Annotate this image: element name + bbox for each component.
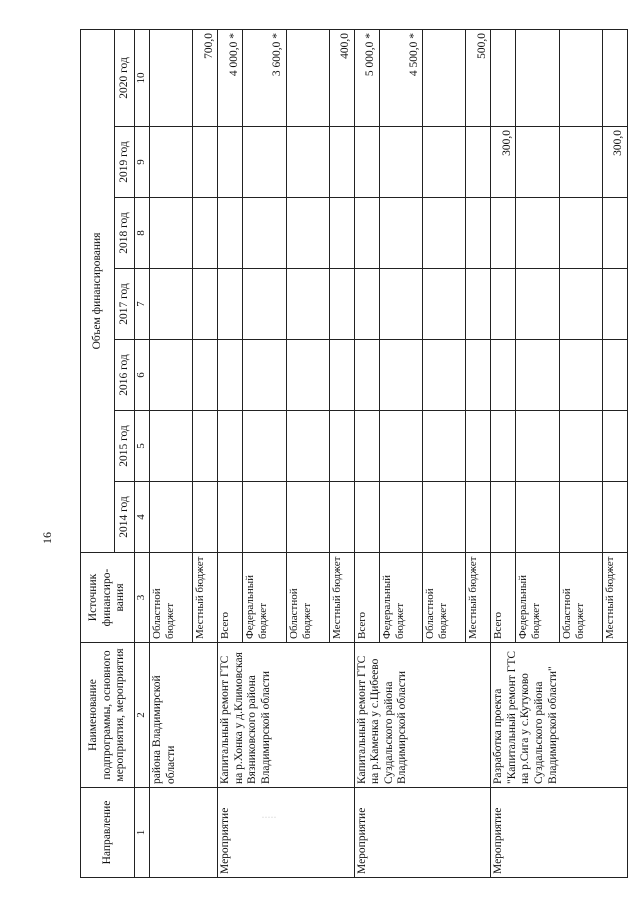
value-cell	[423, 482, 466, 553]
value-cell	[218, 482, 243, 553]
value-cell	[286, 198, 329, 269]
value-cell: 3 600,0 *	[243, 29, 286, 126]
value-cell	[243, 482, 286, 553]
table-row	[491, 29, 516, 877]
header-funding: Объем финансирования	[81, 29, 115, 552]
table-row	[218, 29, 243, 877]
column-number: 1	[135, 788, 150, 878]
value-cell	[329, 482, 354, 553]
value-cell	[354, 482, 379, 553]
source-cell: Федеральный бюджет	[379, 553, 422, 643]
source-cell: Местный бюджет	[603, 553, 628, 643]
value-cell	[516, 127, 559, 198]
scan-artifact: ·····	[262, 815, 277, 821]
source-cell: Областной бюджет	[150, 553, 193, 643]
value-cell	[423, 269, 466, 340]
value-cell	[559, 127, 602, 198]
value-cell	[243, 127, 286, 198]
value-cell	[491, 482, 516, 553]
value-cell	[193, 127, 218, 198]
header-year: 2020 год	[115, 29, 135, 126]
page-number: 16	[40, 532, 54, 544]
value-cell	[603, 482, 628, 553]
value-cell: 300,0	[603, 127, 628, 198]
column-number: 5	[135, 411, 150, 482]
source-cell: Областной бюджет	[423, 553, 466, 643]
measure-name-cell: района Владимирской области	[150, 643, 218, 788]
value-cell: 4 500,0 *	[379, 29, 422, 126]
column-number: 2	[135, 643, 150, 788]
value-cell: 5 000,0 *	[354, 29, 379, 126]
value-cell	[286, 127, 329, 198]
source-cell: Федеральный бюджет	[243, 553, 286, 643]
measure-name-cell: Капитальный ремонт ГТС на р.Каменка у с.Цибеево Суздальского района Владимирской области	[354, 643, 491, 788]
value-cell	[603, 198, 628, 269]
value-cell	[286, 482, 329, 553]
value-cell	[516, 198, 559, 269]
value-cell	[491, 411, 516, 482]
value-cell	[286, 340, 329, 411]
column-number: 9	[135, 127, 150, 198]
value-cell	[243, 340, 286, 411]
value-cell	[559, 340, 602, 411]
value-cell	[150, 482, 193, 553]
value-cell	[423, 340, 466, 411]
value-cell	[150, 269, 193, 340]
value-cell	[150, 127, 193, 198]
value-cell	[466, 198, 491, 269]
value-cell	[516, 269, 559, 340]
value-cell	[379, 198, 422, 269]
value-cell	[516, 340, 559, 411]
value-cell	[354, 411, 379, 482]
value-cell	[466, 411, 491, 482]
source-cell: Всего	[491, 553, 516, 643]
value-cell	[150, 340, 193, 411]
source-cell: Местный бюджет	[329, 553, 354, 643]
header-year: 2014 год	[115, 482, 135, 553]
value-cell	[379, 340, 422, 411]
value-cell	[491, 29, 516, 126]
direction-cell	[150, 788, 218, 878]
header-source: Источник финансиро-вания	[81, 553, 135, 643]
value-cell	[423, 411, 466, 482]
value-cell	[150, 411, 193, 482]
header-name: Наименование подпрограммы, основного мероприятия, мероприятия	[81, 643, 135, 788]
value-cell	[243, 198, 286, 269]
source-cell: Областной бюджет	[559, 553, 602, 643]
value-cell	[329, 198, 354, 269]
value-cell	[516, 482, 559, 553]
value-cell	[603, 340, 628, 411]
value-cell	[559, 29, 602, 126]
value-cell	[423, 29, 466, 126]
value-cell	[559, 269, 602, 340]
value-cell	[329, 340, 354, 411]
value-cell	[286, 29, 329, 126]
column-number: 4	[135, 482, 150, 553]
column-number: 3	[135, 553, 150, 643]
source-cell: Местный бюджет	[193, 553, 218, 643]
value-cell	[423, 127, 466, 198]
measure-name-cell: Разработка проекта "Капитальный ремонт ГТС на р.Сига у с.Кутуково Суздальского района Владимирской области"	[491, 643, 628, 788]
table-row	[354, 29, 379, 877]
value-cell	[466, 340, 491, 411]
value-cell	[559, 482, 602, 553]
header-year: 2015 год	[115, 411, 135, 482]
value-cell	[559, 198, 602, 269]
header-year: 2016 год	[115, 340, 135, 411]
value-cell: 300,0	[491, 127, 516, 198]
value-cell	[559, 411, 602, 482]
value-cell	[466, 482, 491, 553]
column-number: 7	[135, 269, 150, 340]
direction-cell: Мероприятие	[354, 788, 491, 878]
value-cell	[354, 127, 379, 198]
value-cell	[218, 127, 243, 198]
value-cell	[423, 198, 466, 269]
value-cell	[603, 269, 628, 340]
column-number: 8	[135, 198, 150, 269]
value-cell	[491, 198, 516, 269]
value-cell	[354, 340, 379, 411]
value-cell: 700,0	[193, 29, 218, 126]
value-cell	[150, 29, 193, 126]
header-direction: Направление	[81, 788, 135, 878]
column-number: 6	[135, 340, 150, 411]
value-cell	[193, 482, 218, 553]
value-cell	[243, 269, 286, 340]
source-cell: Всего	[218, 553, 243, 643]
value-cell	[603, 29, 628, 126]
value-cell	[193, 269, 218, 340]
value-cell	[379, 127, 422, 198]
rotated-page	[80, 30, 628, 878]
source-cell: Всего	[354, 553, 379, 643]
value-cell: 500,0	[466, 29, 491, 126]
source-cell: Местный бюджет	[466, 553, 491, 643]
value-cell	[329, 269, 354, 340]
value-cell	[218, 411, 243, 482]
measure-name-cell: Капитальный ремонт ГТС на р.Хонка у д.Климовская Вязниковского района Владимирской области	[218, 643, 355, 788]
header-year: 2018 год	[115, 198, 135, 269]
value-cell	[329, 411, 354, 482]
value-cell	[218, 198, 243, 269]
value-cell	[218, 269, 243, 340]
value-cell	[466, 269, 491, 340]
value-cell	[286, 411, 329, 482]
funding-table	[80, 29, 628, 878]
direction-cell: Мероприятие	[491, 788, 628, 878]
value-cell	[491, 340, 516, 411]
header-year: 2019 год	[115, 127, 135, 198]
value-cell	[354, 198, 379, 269]
column-number: 10	[135, 29, 150, 126]
value-cell	[379, 411, 422, 482]
value-cell	[603, 411, 628, 482]
value-cell	[150, 198, 193, 269]
value-cell	[286, 269, 329, 340]
value-cell	[516, 411, 559, 482]
value-cell	[243, 411, 286, 482]
value-cell	[379, 482, 422, 553]
value-cell	[466, 127, 491, 198]
header-year: 2017 год	[115, 269, 135, 340]
value-cell	[329, 127, 354, 198]
direction-cell: Мероприятие	[218, 788, 355, 878]
source-cell: Областной бюджет	[286, 553, 329, 643]
value-cell	[379, 269, 422, 340]
value-cell	[193, 340, 218, 411]
value-cell	[193, 411, 218, 482]
value-cell	[516, 29, 559, 126]
value-cell: 4 000,0 *	[218, 29, 243, 126]
value-cell	[491, 269, 516, 340]
value-cell	[218, 340, 243, 411]
source-cell: Федеральный бюджет	[516, 553, 559, 643]
value-cell	[354, 269, 379, 340]
table-row	[150, 29, 193, 877]
value-cell: 400,0	[329, 29, 354, 126]
value-cell	[193, 198, 218, 269]
